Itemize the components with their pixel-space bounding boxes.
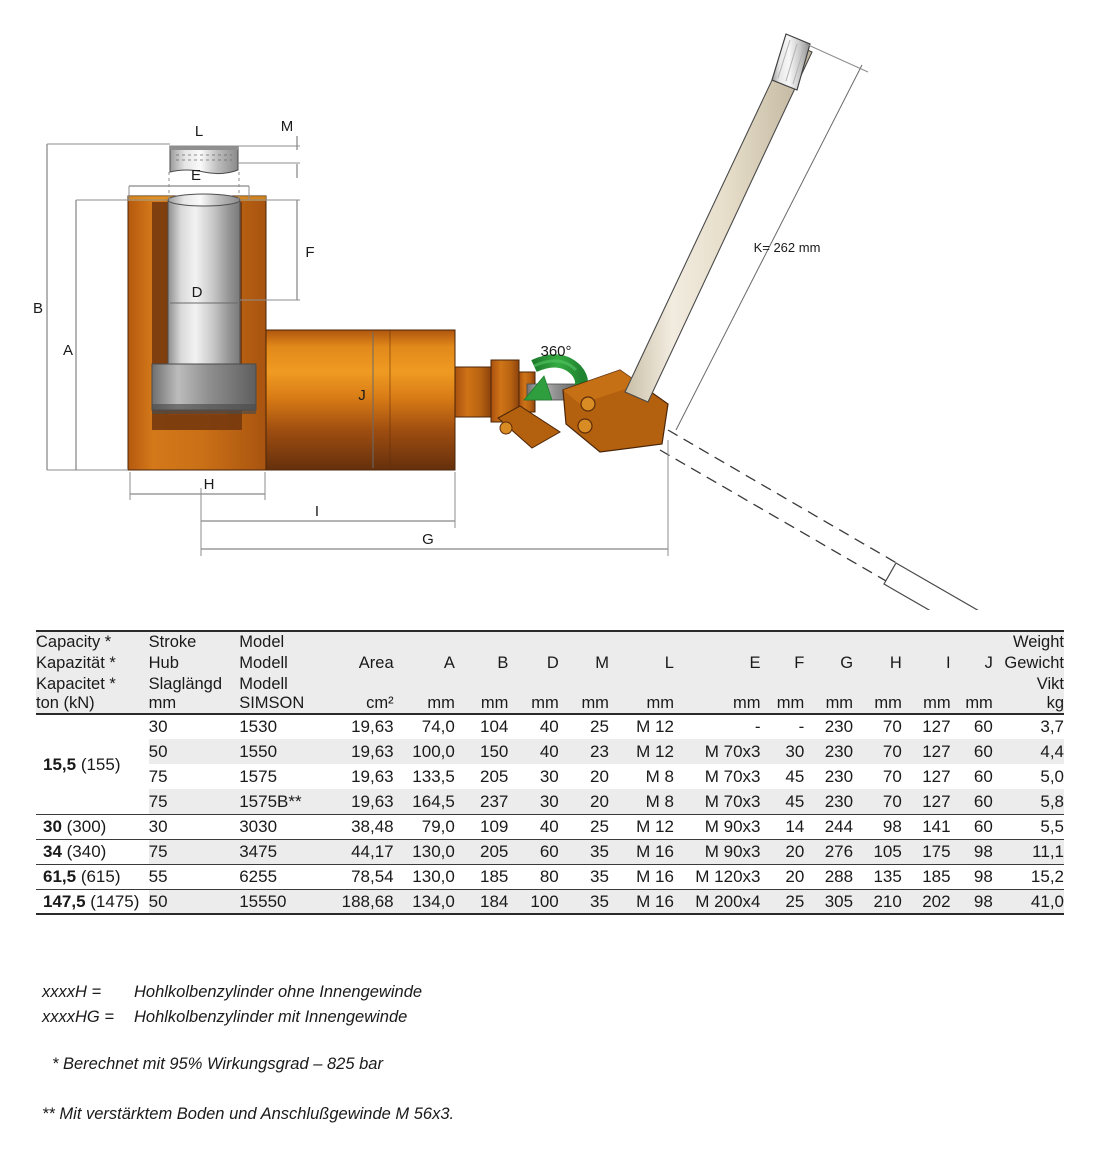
rotation-label-360: 360° [540,343,572,360]
cell-I: 141 [902,814,951,839]
specification-table [36,630,1064,915]
dim-label-A: A [62,342,74,359]
cell-D: 80 [508,864,558,889]
cell-D: 100 [508,889,558,914]
specification-table-container [36,630,1064,915]
capacity-kn: (1475) [85,891,140,911]
footnote-double-star: ** Mit verstärktem Boden und Anschlußgewinde M 56x3. [42,1105,455,1124]
dim-label-G: G [422,531,434,548]
cell-L: M 8 [609,789,674,814]
unit-I: mm [902,694,951,714]
cell-L: M 16 [609,864,674,889]
cell-D: 40 [508,739,558,764]
cell-J: 60 [951,789,993,814]
cell-area: 19,63 [351,766,394,786]
cell-E: M 70x3 [704,766,761,786]
dim-label-L: L [194,123,204,140]
cell-B: 104 [480,717,509,737]
col-header-stroke: Stroke Hub Slaglängd [149,631,240,694]
cell-J: 60 [951,739,993,764]
cell-G: 276 [804,839,853,864]
cell-E: M 90x3 [674,839,761,864]
cylinder-pump-adapter [455,360,581,448]
unit-weight: kg [993,694,1064,714]
col-header-H: H [853,631,902,694]
cell-L: M 12 [609,739,674,764]
capacity-kn: (300) [61,816,107,836]
cell-capacity [36,714,149,814]
cell-model: 1530 [239,717,278,737]
cell-J: 60 [973,766,993,786]
cell-I: 127 [902,789,951,814]
capacity-kn: (155) [76,754,121,774]
unit-stroke: mm [149,694,240,714]
unit-M: mm [559,694,609,714]
col-header-L: L [609,631,674,694]
cell-I: 185 [902,864,951,889]
cell-E: - [754,717,761,737]
capacity-ton: 61,5 [43,866,77,886]
cell-model: 6255 [239,864,326,889]
col-header-E: E [674,631,761,694]
cell-D: 40 [539,717,559,737]
cell-area: 19,63 [326,739,394,764]
piston-ram [152,194,256,414]
handle-length-label-K: K= 262 mm [753,240,821,255]
cell-J: 60 [973,717,993,737]
cell-M: 23 [559,739,609,764]
cell-F: - [798,717,805,737]
cell-A: 134,0 [394,889,455,914]
cell-D: 40 [508,814,558,839]
cell-M: 25 [559,814,609,839]
cell-B: 185 [455,864,509,889]
footnote-legend-row-1 [42,980,942,1005]
cell-model: 15550 [239,889,326,914]
cell-D: 60 [508,839,558,864]
col-header-J: J [951,631,993,694]
cell-E: M 70x3 [674,739,761,764]
cell-G: 288 [804,864,853,889]
table-row [36,714,1064,739]
capacity-kn: (340) [61,841,107,861]
table-row [36,764,1064,789]
cell-H: 135 [853,864,902,889]
cell-weight: 3,7 [1040,717,1064,737]
dim-label-H: H [203,476,215,493]
unit-A: mm [394,694,455,714]
unit-J: mm [951,694,993,714]
unit-G: mm [804,694,853,714]
cell-A: 130,0 [394,839,455,864]
cell-E: M 120x3 [674,864,761,889]
cell-stroke: 55 [149,864,240,889]
cell-stroke: 30 [148,717,168,737]
unit-B: mm [455,694,509,714]
cell-L: M 16 [609,839,674,864]
cell-G: 230 [824,766,854,786]
cell-H: 105 [853,839,902,864]
cell-stroke: 75 [149,839,240,864]
cell-weight: 5,5 [993,814,1064,839]
cell-I: 127 [922,717,951,737]
cell-G: 230 [824,717,854,737]
unit-D: mm [508,694,558,714]
col-header-I: I [902,631,951,694]
dim-label-D: D [191,284,203,301]
cell-I: 175 [902,839,951,864]
capacity-ton: 147,5 [43,891,86,911]
unit-model: SIMSON [239,694,326,714]
cell-G: 244 [804,814,853,839]
cell-area: 44,17 [326,839,394,864]
cell-H: 70 [882,766,902,786]
cell-L: M 12 [636,717,674,737]
cell-L: M 8 [645,766,674,786]
cell-weight: 15,2 [993,864,1064,889]
cell-B: 150 [455,739,509,764]
cell-F: 20 [760,864,804,889]
cell-H: 70 [853,739,902,764]
cell-F: 20 [760,839,804,864]
footnote-spacer-1 [42,1030,942,1052]
table-row [36,739,1064,764]
cell-area: 38,48 [326,814,394,839]
cell-B: 184 [455,889,509,914]
col-header-capacity: Capacity * Kapazität * Kapacitet * [36,631,149,694]
cell-capacity [36,839,149,864]
cell-capacity [36,864,149,889]
cell-weight: 41,0 [993,889,1064,914]
col-header-A: A [394,631,455,694]
cell-E: M 90x3 [674,814,761,839]
cell-weight: 5,0 [1040,766,1064,786]
dim-label-M: M [280,118,294,135]
col-header-D: D [508,631,558,694]
table-header-row-titles [36,631,1064,694]
cell-D: 30 [508,789,558,814]
cell-capacity [36,814,149,839]
piston-cap [170,146,238,174]
cell-A: 164,5 [394,789,455,814]
footnote-legend-value-2: Hohlkolbenzylinder mit Innengewinde [134,1007,408,1026]
table-row [36,839,1064,864]
cell-B: 205 [480,766,509,786]
unit-F: mm [760,694,804,714]
cell-G: 305 [804,889,853,914]
unit-area: cm² [326,694,394,714]
cell-M: 20 [559,789,609,814]
cell-M: 35 [559,864,609,889]
cell-M: 20 [590,766,609,786]
table-row [36,889,1064,914]
footnote-legend-row-2 [42,1005,942,1030]
cell-F: 25 [760,889,804,914]
cell-B: 237 [455,789,509,814]
cell-capacity [36,889,149,914]
capacity-ton: 15,5 [43,754,77,774]
cell-J: 98 [951,839,993,864]
cell-weight: 5,8 [993,789,1064,814]
cell-stroke: 75 [149,789,240,814]
table-row [36,789,1064,814]
col-header-B: B [455,631,509,694]
cell-A: 130,0 [394,864,455,889]
cell-I: 127 [922,766,951,786]
cell-area: 188,68 [326,889,394,914]
cell-L: M 16 [609,889,674,914]
cell-B: 205 [455,839,509,864]
cell-stroke: 75 [148,766,168,786]
cell-E: M 200x4 [674,889,761,914]
hollow-piston-cylinder-illustration [128,34,1000,610]
cell-stroke: 30 [149,814,240,839]
table-body [36,714,1064,914]
cell-area: 19,63 [351,717,394,737]
cell-M: 25 [590,717,609,737]
unit-L: mm [609,694,674,714]
unit-H: mm [853,694,902,714]
cell-stroke: 50 [149,739,240,764]
table-header [36,631,1064,714]
dim-label-J: J [358,387,366,404]
cell-J: 60 [951,814,993,839]
footnote-legend-key-2: xxxxHG = [42,1007,114,1026]
cell-area: 19,63 [326,789,394,814]
dim-label-B: B [32,300,44,317]
unit-capacity: ton (kN) [36,694,149,714]
cell-F: 14 [760,814,804,839]
pump-handle-lowered-phantom [660,430,1000,610]
footnote-legend-value-1: Hohlkolbenzylinder ohne Innengewinde [134,983,423,1001]
capacity-ton: 30 [43,816,62,836]
cell-F: 45 [760,789,804,814]
capacity-kn: (615) [76,866,121,886]
footnotes-section [42,980,942,1127]
cell-A: 79,0 [394,814,455,839]
cell-G: 230 [804,789,853,814]
cell-J: 98 [951,889,993,914]
cell-model: 1575 [239,766,278,786]
cell-D: 30 [539,766,559,786]
dim-label-E: E [190,167,202,184]
cell-model: 3030 [239,814,326,839]
cell-H: 70 [853,789,902,814]
dim-label-I: I [314,503,320,520]
cell-I: 127 [902,739,951,764]
col-header-area: Area [326,631,394,694]
cell-weight: 4,4 [993,739,1064,764]
cell-G: 230 [804,739,853,764]
cell-H: 98 [853,814,902,839]
cell-H: 210 [853,889,902,914]
cell-A: 100,0 [394,739,455,764]
table-header-row-units [36,694,1064,714]
col-header-model: Model Modell Modell [239,631,326,694]
footnote-legend-key-1: xxxxH = [42,983,102,1001]
capacity-ton: 34 [43,841,62,861]
cell-model: 1575B** [239,789,326,814]
dim-label-F: F [305,244,315,261]
cell-I: 202 [902,889,951,914]
cell-A: 74,0 [421,717,455,737]
cell-M: 35 [559,889,609,914]
col-header-F: F [760,631,804,694]
cell-F: 30 [760,739,804,764]
cell-H: 70 [882,717,902,737]
cell-weight: 11,1 [993,839,1064,864]
cell-B: 109 [455,814,509,839]
cell-J: 98 [951,864,993,889]
cell-A: 133,5 [412,766,455,786]
cell-L: M 12 [609,814,674,839]
cell-F: 45 [785,766,805,786]
col-header-M: M [559,631,609,694]
cell-E: M 70x3 [674,789,761,814]
footnote-single-star: * Berechnet mit 95% Wirkungsgrad – 825 bar [52,1054,383,1073]
table-row [36,864,1064,889]
cell-M: 35 [559,839,609,864]
unit-E: mm [674,694,761,714]
cell-area: 78,54 [326,864,394,889]
col-header-G: G [804,631,853,694]
col-header-weight: Weight Gewicht Vikt [993,631,1064,694]
footnote-spacer-2 [42,1076,942,1102]
table-row [36,814,1064,839]
cell-model: 1550 [239,739,326,764]
cell-stroke: 50 [149,889,240,914]
cell-model: 3475 [239,839,326,864]
